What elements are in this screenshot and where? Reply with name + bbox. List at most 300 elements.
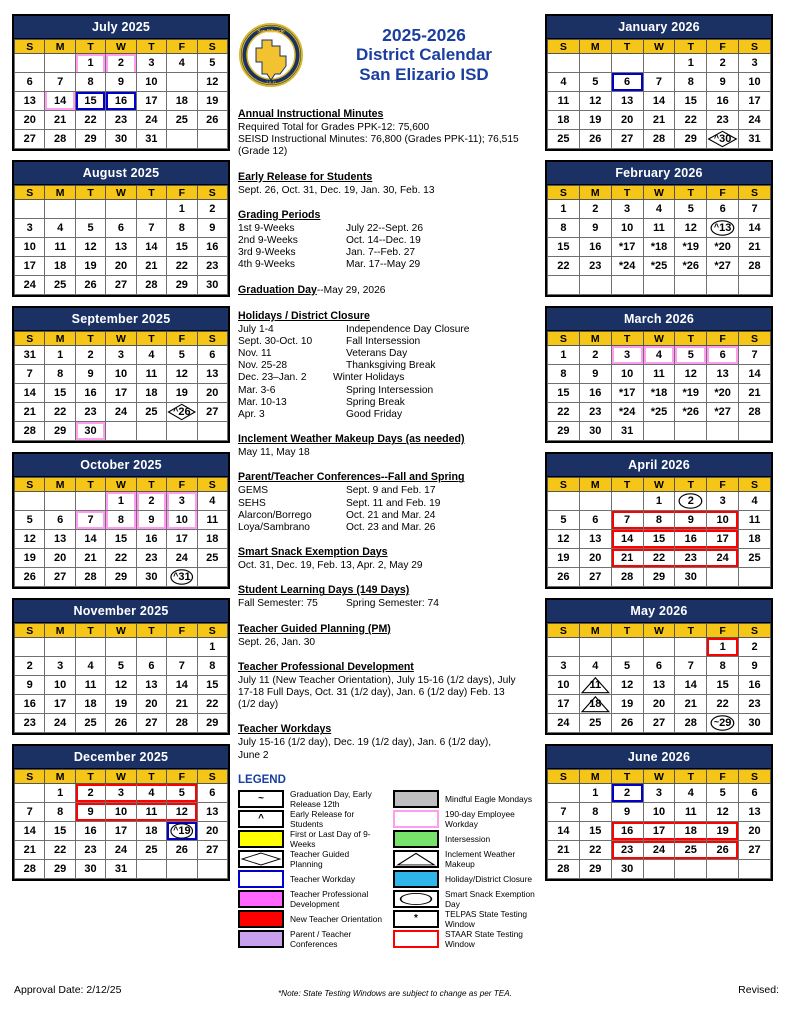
- day-cell[interactable]: [548, 219, 580, 238]
- day-cell[interactable]: [75, 403, 105, 422]
- day-cell[interactable]: [15, 238, 45, 257]
- day-cell[interactable]: [611, 511, 643, 530]
- day-cell[interactable]: [75, 384, 105, 403]
- day-cell[interactable]: [106, 676, 136, 695]
- day-cell[interactable]: [106, 568, 136, 587]
- day-cell[interactable]: [167, 530, 197, 549]
- day-cell[interactable]: [45, 111, 75, 130]
- day-cell[interactable]: [136, 695, 166, 714]
- day-cell[interactable]: [739, 54, 771, 73]
- day-cell[interactable]: [611, 92, 643, 111]
- day-cell[interactable]: [167, 54, 197, 73]
- day-cell[interactable]: [611, 422, 643, 441]
- day-cell[interactable]: [197, 638, 227, 657]
- day-cell[interactable]: [167, 276, 197, 295]
- day-cell[interactable]: [548, 130, 580, 149]
- day-cell[interactable]: [675, 803, 707, 822]
- day-cell[interactable]: [45, 549, 75, 568]
- day-cell[interactable]: [15, 841, 45, 860]
- day-cell[interactable]: [167, 549, 197, 568]
- day-cell[interactable]: [739, 803, 771, 822]
- day-cell[interactable]: [675, 219, 707, 238]
- day-cell[interactable]: [45, 276, 75, 295]
- day-cell[interactable]: [548, 92, 580, 111]
- day-cell[interactable]: [45, 92, 75, 111]
- day-cell[interactable]: [675, 676, 707, 695]
- day-cell[interactable]: [643, 365, 675, 384]
- day-cell[interactable]: [579, 511, 611, 530]
- day-cell[interactable]: [739, 365, 771, 384]
- day-cell[interactable]: [739, 92, 771, 111]
- day-cell[interactable]: [579, 803, 611, 822]
- day-cell[interactable]: [675, 92, 707, 111]
- day-cell[interactable]: [197, 803, 227, 822]
- day-cell[interactable]: [45, 841, 75, 860]
- day-cell[interactable]: [739, 200, 771, 219]
- day-cell[interactable]: [197, 530, 227, 549]
- day-cell[interactable]: [548, 511, 580, 530]
- day-cell[interactable]: [167, 568, 197, 587]
- day-cell[interactable]: [675, 384, 707, 403]
- day-cell[interactable]: [707, 784, 739, 803]
- day-cell[interactable]: [643, 403, 675, 422]
- day-cell[interactable]: [106, 860, 136, 879]
- day-cell[interactable]: [136, 257, 166, 276]
- day-cell[interactable]: [75, 276, 105, 295]
- day-cell[interactable]: [15, 384, 45, 403]
- day-cell[interactable]: [675, 200, 707, 219]
- day-cell[interactable]: [197, 276, 227, 295]
- day-cell[interactable]: [643, 530, 675, 549]
- day-cell[interactable]: [136, 530, 166, 549]
- day-cell[interactable]: [579, 403, 611, 422]
- day-cell[interactable]: [106, 346, 136, 365]
- day-cell[interactable]: [611, 549, 643, 568]
- day-cell[interactable]: [45, 695, 75, 714]
- day-cell[interactable]: [675, 822, 707, 841]
- day-cell[interactable]: [136, 549, 166, 568]
- day-cell[interactable]: [675, 54, 707, 73]
- day-cell[interactable]: [707, 822, 739, 841]
- day-cell[interactable]: [739, 73, 771, 92]
- day-cell[interactable]: [197, 511, 227, 530]
- day-cell[interactable]: [643, 73, 675, 92]
- day-cell[interactable]: [15, 219, 45, 238]
- day-cell[interactable]: [75, 54, 105, 73]
- day-cell[interactable]: [106, 384, 136, 403]
- day-cell[interactable]: [707, 549, 739, 568]
- day-cell[interactable]: [579, 676, 611, 695]
- day-cell[interactable]: [675, 784, 707, 803]
- day-cell[interactable]: [643, 257, 675, 276]
- day-cell[interactable]: [136, 111, 166, 130]
- day-cell[interactable]: [707, 403, 739, 422]
- day-cell[interactable]: [579, 384, 611, 403]
- day-cell[interactable]: [75, 346, 105, 365]
- day-cell[interactable]: [106, 803, 136, 822]
- day-cell[interactable]: [167, 403, 197, 422]
- day-cell[interactable]: [197, 54, 227, 73]
- day-cell[interactable]: [675, 111, 707, 130]
- day-cell[interactable]: [643, 384, 675, 403]
- day-cell[interactable]: [15, 111, 45, 130]
- day-cell[interactable]: [739, 403, 771, 422]
- day-cell[interactable]: [643, 803, 675, 822]
- day-cell[interactable]: [611, 384, 643, 403]
- day-cell[interactable]: [739, 676, 771, 695]
- day-cell[interactable]: [45, 257, 75, 276]
- day-cell[interactable]: [707, 73, 739, 92]
- day-cell[interactable]: [197, 657, 227, 676]
- day-cell[interactable]: [167, 714, 197, 733]
- day-cell[interactable]: [739, 657, 771, 676]
- day-cell[interactable]: [675, 549, 707, 568]
- day-cell[interactable]: [15, 860, 45, 879]
- day-cell[interactable]: [707, 200, 739, 219]
- day-cell[interactable]: [15, 549, 45, 568]
- day-cell[interactable]: [197, 200, 227, 219]
- day-cell[interactable]: [45, 403, 75, 422]
- day-cell[interactable]: [197, 492, 227, 511]
- day-cell[interactable]: [15, 676, 45, 695]
- day-cell[interactable]: [45, 784, 75, 803]
- day-cell[interactable]: [739, 257, 771, 276]
- day-cell[interactable]: [167, 657, 197, 676]
- day-cell[interactable]: [643, 695, 675, 714]
- day-cell[interactable]: [579, 568, 611, 587]
- day-cell[interactable]: [106, 257, 136, 276]
- day-cell[interactable]: [45, 530, 75, 549]
- day-cell[interactable]: [197, 365, 227, 384]
- day-cell[interactable]: [643, 714, 675, 733]
- day-cell[interactable]: [15, 403, 45, 422]
- day-cell[interactable]: [675, 568, 707, 587]
- day-cell[interactable]: [548, 238, 580, 257]
- day-cell[interactable]: [136, 511, 166, 530]
- day-cell[interactable]: [611, 676, 643, 695]
- day-cell[interactable]: [548, 384, 580, 403]
- day-cell[interactable]: [707, 130, 739, 149]
- day-cell[interactable]: [75, 111, 105, 130]
- day-cell[interactable]: [136, 714, 166, 733]
- day-cell[interactable]: [136, 365, 166, 384]
- day-cell[interactable]: [106, 549, 136, 568]
- day-cell[interactable]: [548, 860, 580, 879]
- day-cell[interactable]: [75, 657, 105, 676]
- day-cell[interactable]: [707, 530, 739, 549]
- day-cell[interactable]: [106, 238, 136, 257]
- day-cell[interactable]: [167, 92, 197, 111]
- day-cell[interactable]: [45, 365, 75, 384]
- day-cell[interactable]: [15, 346, 45, 365]
- day-cell[interactable]: [106, 657, 136, 676]
- day-cell[interactable]: [167, 784, 197, 803]
- day-cell[interactable]: [707, 695, 739, 714]
- day-cell[interactable]: [548, 822, 580, 841]
- day-cell[interactable]: [707, 638, 739, 657]
- day-cell[interactable]: [136, 784, 166, 803]
- day-cell[interactable]: [75, 568, 105, 587]
- day-cell[interactable]: [611, 657, 643, 676]
- day-cell[interactable]: [643, 511, 675, 530]
- day-cell[interactable]: [45, 714, 75, 733]
- day-cell[interactable]: [197, 219, 227, 238]
- day-cell[interactable]: [45, 568, 75, 587]
- day-cell[interactable]: [675, 73, 707, 92]
- day-cell[interactable]: [675, 657, 707, 676]
- day-cell[interactable]: [739, 511, 771, 530]
- day-cell[interactable]: [707, 511, 739, 530]
- day-cell[interactable]: [197, 346, 227, 365]
- day-cell[interactable]: [75, 73, 105, 92]
- day-cell[interactable]: [579, 549, 611, 568]
- day-cell[interactable]: [167, 111, 197, 130]
- day-cell[interactable]: [707, 219, 739, 238]
- day-cell[interactable]: [611, 365, 643, 384]
- day-cell[interactable]: [548, 530, 580, 549]
- day-cell[interactable]: [136, 54, 166, 73]
- day-cell[interactable]: [611, 860, 643, 879]
- day-cell[interactable]: [579, 92, 611, 111]
- day-cell[interactable]: [611, 841, 643, 860]
- day-cell[interactable]: [675, 714, 707, 733]
- day-cell[interactable]: [579, 365, 611, 384]
- day-cell[interactable]: [45, 676, 75, 695]
- day-cell[interactable]: [106, 841, 136, 860]
- day-cell[interactable]: [197, 257, 227, 276]
- day-cell[interactable]: [75, 238, 105, 257]
- day-cell[interactable]: [106, 54, 136, 73]
- day-cell[interactable]: [167, 676, 197, 695]
- day-cell[interactable]: [643, 549, 675, 568]
- day-cell[interactable]: [707, 676, 739, 695]
- day-cell[interactable]: [707, 803, 739, 822]
- day-cell[interactable]: [675, 365, 707, 384]
- day-cell[interactable]: [643, 346, 675, 365]
- day-cell[interactable]: [579, 695, 611, 714]
- day-cell[interactable]: [75, 549, 105, 568]
- day-cell[interactable]: [707, 111, 739, 130]
- day-cell[interactable]: [45, 860, 75, 879]
- day-cell[interactable]: [739, 841, 771, 860]
- day-cell[interactable]: [136, 676, 166, 695]
- day-cell[interactable]: [548, 346, 580, 365]
- day-cell[interactable]: [548, 200, 580, 219]
- day-cell[interactable]: [106, 276, 136, 295]
- day-cell[interactable]: [45, 346, 75, 365]
- day-cell[interactable]: [106, 695, 136, 714]
- day-cell[interactable]: [106, 511, 136, 530]
- day-cell[interactable]: [643, 841, 675, 860]
- day-cell[interactable]: [579, 860, 611, 879]
- day-cell[interactable]: [15, 803, 45, 822]
- day-cell[interactable]: [675, 492, 707, 511]
- day-cell[interactable]: [136, 822, 166, 841]
- day-cell[interactable]: [106, 111, 136, 130]
- day-cell[interactable]: [75, 841, 105, 860]
- day-cell[interactable]: [707, 714, 739, 733]
- day-cell[interactable]: [643, 111, 675, 130]
- day-cell[interactable]: [611, 530, 643, 549]
- day-cell[interactable]: [167, 365, 197, 384]
- day-cell[interactable]: [548, 841, 580, 860]
- day-cell[interactable]: [136, 276, 166, 295]
- day-cell[interactable]: [548, 73, 580, 92]
- day-cell[interactable]: [611, 200, 643, 219]
- day-cell[interactable]: [739, 346, 771, 365]
- day-cell[interactable]: [15, 365, 45, 384]
- day-cell[interactable]: [167, 238, 197, 257]
- day-cell[interactable]: [739, 219, 771, 238]
- day-cell[interactable]: [45, 511, 75, 530]
- day-cell[interactable]: [75, 822, 105, 841]
- day-cell[interactable]: [136, 346, 166, 365]
- day-cell[interactable]: [675, 257, 707, 276]
- day-cell[interactable]: [579, 657, 611, 676]
- day-cell[interactable]: [579, 422, 611, 441]
- day-cell[interactable]: [611, 403, 643, 422]
- day-cell[interactable]: [675, 130, 707, 149]
- day-cell[interactable]: [15, 92, 45, 111]
- day-cell[interactable]: [106, 130, 136, 149]
- day-cell[interactable]: [707, 92, 739, 111]
- day-cell[interactable]: [643, 200, 675, 219]
- day-cell[interactable]: [675, 695, 707, 714]
- day-cell[interactable]: [548, 657, 580, 676]
- day-cell[interactable]: [707, 657, 739, 676]
- day-cell[interactable]: [167, 219, 197, 238]
- day-cell[interactable]: [75, 860, 105, 879]
- day-cell[interactable]: [739, 111, 771, 130]
- day-cell[interactable]: [707, 257, 739, 276]
- day-cell[interactable]: [197, 549, 227, 568]
- day-cell[interactable]: [75, 530, 105, 549]
- day-cell[interactable]: [197, 784, 227, 803]
- day-cell[interactable]: [15, 714, 45, 733]
- day-cell[interactable]: [106, 784, 136, 803]
- day-cell[interactable]: [707, 384, 739, 403]
- day-cell[interactable]: [548, 549, 580, 568]
- day-cell[interactable]: [45, 422, 75, 441]
- day-cell[interactable]: [167, 511, 197, 530]
- day-cell[interactable]: [45, 238, 75, 257]
- day-cell[interactable]: [15, 568, 45, 587]
- day-cell[interactable]: [548, 676, 580, 695]
- day-cell[interactable]: [136, 238, 166, 257]
- day-cell[interactable]: [106, 530, 136, 549]
- day-cell[interactable]: [15, 822, 45, 841]
- day-cell[interactable]: [75, 92, 105, 111]
- day-cell[interactable]: [739, 784, 771, 803]
- day-cell[interactable]: [75, 714, 105, 733]
- day-cell[interactable]: [739, 492, 771, 511]
- day-cell[interactable]: [45, 130, 75, 149]
- day-cell[interactable]: [167, 384, 197, 403]
- day-cell[interactable]: [739, 130, 771, 149]
- day-cell[interactable]: [45, 73, 75, 92]
- day-cell[interactable]: [15, 73, 45, 92]
- day-cell[interactable]: [579, 784, 611, 803]
- day-cell[interactable]: [611, 784, 643, 803]
- day-cell[interactable]: [643, 822, 675, 841]
- day-cell[interactable]: [15, 511, 45, 530]
- day-cell[interactable]: [197, 403, 227, 422]
- day-cell[interactable]: [197, 238, 227, 257]
- day-cell[interactable]: [579, 238, 611, 257]
- day-cell[interactable]: [739, 695, 771, 714]
- day-cell[interactable]: [197, 676, 227, 695]
- day-cell[interactable]: [707, 841, 739, 860]
- day-cell[interactable]: [611, 803, 643, 822]
- day-cell[interactable]: [579, 219, 611, 238]
- day-cell[interactable]: [15, 695, 45, 714]
- day-cell[interactable]: [15, 422, 45, 441]
- day-cell[interactable]: [167, 200, 197, 219]
- day-cell[interactable]: [579, 200, 611, 219]
- day-cell[interactable]: [579, 111, 611, 130]
- day-cell[interactable]: [136, 384, 166, 403]
- day-cell[interactable]: [197, 73, 227, 92]
- day-cell[interactable]: [197, 822, 227, 841]
- day-cell[interactable]: [548, 403, 580, 422]
- day-cell[interactable]: [611, 238, 643, 257]
- day-cell[interactable]: [197, 111, 227, 130]
- day-cell[interactable]: [675, 511, 707, 530]
- day-cell[interactable]: [136, 492, 166, 511]
- day-cell[interactable]: [106, 822, 136, 841]
- day-cell[interactable]: [136, 568, 166, 587]
- day-cell[interactable]: [197, 714, 227, 733]
- day-cell[interactable]: [167, 346, 197, 365]
- day-cell[interactable]: [707, 492, 739, 511]
- day-cell[interactable]: [579, 73, 611, 92]
- day-cell[interactable]: [15, 257, 45, 276]
- day-cell[interactable]: [75, 676, 105, 695]
- day-cell[interactable]: [167, 822, 197, 841]
- day-cell[interactable]: [167, 695, 197, 714]
- day-cell[interactable]: [106, 219, 136, 238]
- day-cell[interactable]: [675, 238, 707, 257]
- day-cell[interactable]: [548, 257, 580, 276]
- day-cell[interactable]: [75, 784, 105, 803]
- day-cell[interactable]: [643, 492, 675, 511]
- day-cell[interactable]: [579, 714, 611, 733]
- day-cell[interactable]: [197, 695, 227, 714]
- day-cell[interactable]: [579, 257, 611, 276]
- day-cell[interactable]: [675, 346, 707, 365]
- day-cell[interactable]: [136, 803, 166, 822]
- day-cell[interactable]: [136, 219, 166, 238]
- day-cell[interactable]: [611, 130, 643, 149]
- day-cell[interactable]: [15, 276, 45, 295]
- day-cell[interactable]: [167, 73, 197, 92]
- day-cell[interactable]: [579, 822, 611, 841]
- day-cell[interactable]: [611, 219, 643, 238]
- day-cell[interactable]: [739, 714, 771, 733]
- day-cell[interactable]: [611, 73, 643, 92]
- day-cell[interactable]: [197, 841, 227, 860]
- day-cell[interactable]: [106, 92, 136, 111]
- day-cell[interactable]: [643, 130, 675, 149]
- day-cell[interactable]: [611, 714, 643, 733]
- day-cell[interactable]: [739, 822, 771, 841]
- day-cell[interactable]: [106, 403, 136, 422]
- day-cell[interactable]: [75, 511, 105, 530]
- day-cell[interactable]: [15, 530, 45, 549]
- day-cell[interactable]: [136, 92, 166, 111]
- day-cell[interactable]: [579, 841, 611, 860]
- day-cell[interactable]: [611, 568, 643, 587]
